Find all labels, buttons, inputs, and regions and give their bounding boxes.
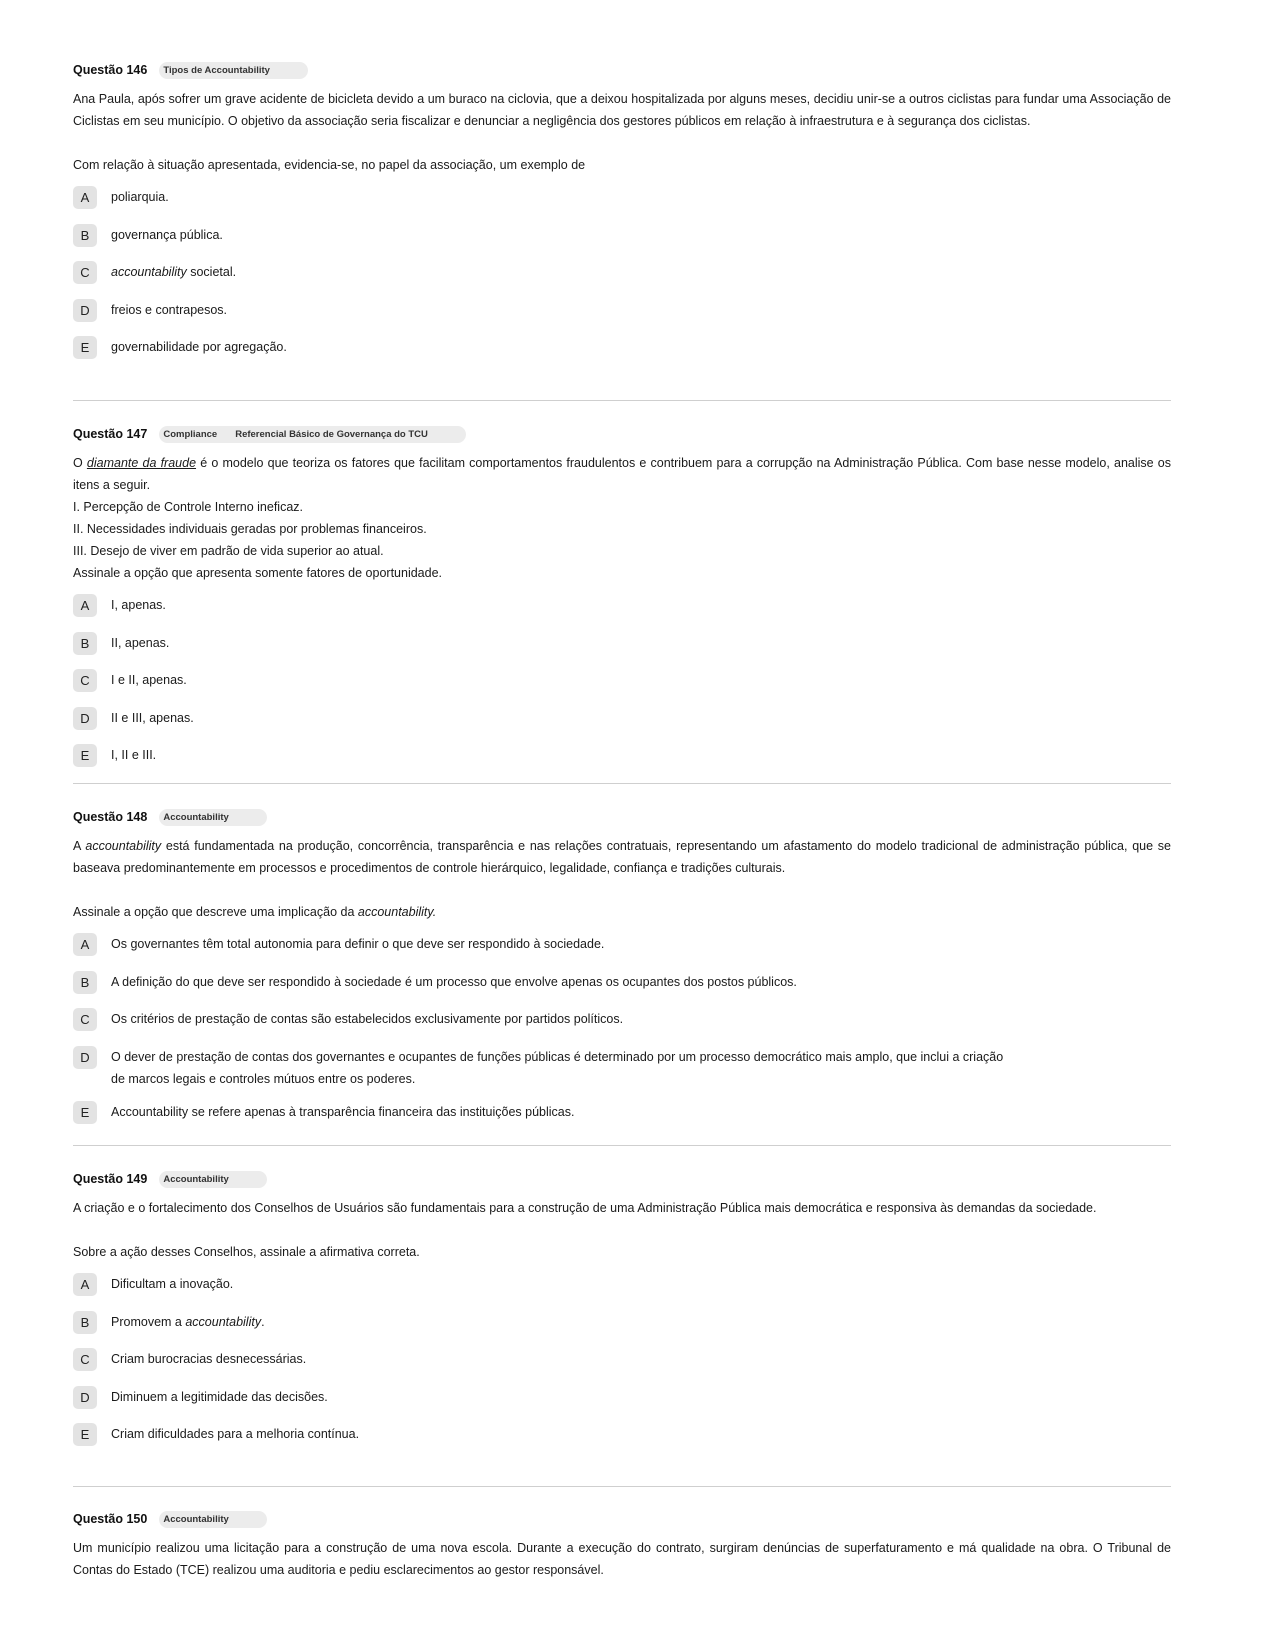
option-letter[interactable]: C [73,261,97,284]
option-letter[interactable]: B [73,632,97,655]
question-divider [73,1486,1171,1487]
question-header [73,59,1171,81]
question-prompt: Assinale a opção que apresenta somente fatores de oportunidade. [73,566,443,580]
tag-pill [159,426,466,443]
option-text-prefix: Promovem a [111,1314,186,1329]
option-text: I, apenas. [111,598,166,612]
question-divider [73,1145,1171,1146]
question-text: A criação e o fortalecimento dos Conselhos de Usuários são fundamentais para a construção de uma Administração Pública mais democrática e responsiva às demandas da sociedade. [73,1201,1097,1215]
prompt-emphasis: accountability. [357,905,437,919]
intro-prefix: O [73,456,87,470]
topic-tag[interactable]: Accountability [163,811,229,823]
question-header [73,1508,1171,1530]
options-list [73,931,1171,1127]
question-148 [73,806,1171,1137]
topic-tag[interactable]: Compliance [163,428,218,440]
option-text [111,259,236,283]
option-d[interactable] [73,705,1171,733]
option-c[interactable] [73,667,1171,695]
option-b[interactable] [73,222,1171,250]
option-text: poliarquia. [111,190,169,204]
option-emphasis: accountability [111,265,187,279]
option-b[interactable] [73,630,1171,658]
option-text: A definição do que deve ser respondido à sociedade é um processo que envolve apenas os ocupantes dos postos públicos. [111,974,797,989]
option-a[interactable] [73,184,1171,212]
tag-pill [159,1171,266,1188]
prompt-prefix: Assinale a opção que descreve uma implicação da [73,905,358,919]
option-letter[interactable]: B [73,224,97,247]
option-letter[interactable]: A [73,186,97,209]
option-letter[interactable]: C [73,669,97,692]
question-prompt: Sobre a ação desses Conselhos, assinale a afirmativa correta. [73,1245,420,1259]
option-letter[interactable]: A [73,933,97,956]
question-prompt [73,901,1171,923]
option-e[interactable] [73,1099,1171,1127]
question-147 [73,423,1171,780]
option-text: Diminuem a legitimidade das decisões. [111,1389,328,1404]
option-text-line1: O dever de prestação de contas dos governantes e ocupantes de funções públicas é determinado por um processo democrático mais amplo, que inclui a criação [111,1049,1004,1064]
intro-rest: está fundamentada na produção, concorrência, transparência e nas relações contratuais, representando um afastamento do modelo tradicional de administração pública, que se baseava predominantemente em processos e procedimentos de controle hierárquico, legalidade, confiança e tradições culturais. [73,839,1171,875]
topic-tag[interactable]: Tipos de Accountability [163,64,270,76]
option-letter[interactable]: A [73,1273,97,1296]
option-text: Os governantes têm total autonomia para definir o que deve ser respondido à sociedade. [111,937,605,951]
question-divider [73,783,1171,784]
option-text: freios e contrapesos. [111,302,228,317]
question-149 [73,1168,1171,1459]
option-text: governabilidade por agregação. [111,340,287,354]
option-letter[interactable]: D [73,1386,97,1409]
option-b[interactable] [73,969,1171,997]
option-d[interactable] [73,1384,1171,1412]
option-letter[interactable]: E [73,336,97,359]
option-letter[interactable]: C [73,1008,97,1031]
question-title: Questão 149 [73,1172,148,1186]
option-letter[interactable]: A [73,594,97,617]
question-header [73,806,1171,828]
option-b[interactable] [73,1309,1171,1337]
options-list [73,184,1171,362]
option-a[interactable] [73,931,1171,959]
question-text: Um município realizou uma licitação para a construção de uma nova escola. Durante a execução do contrato, surgiram denúncias de superfaturamento e má qualidade na obra. O Tribunal de Contas do Estado (TCE) realizou uma auditoria e pediu esclarecimentos ao gestor responsável. [73,1541,1171,1577]
option-text: governança pública. [111,227,223,242]
question-divider [73,400,1171,401]
question-header [73,423,1171,445]
option-letter[interactable]: D [73,299,97,322]
intro-emphasis: accountability [85,839,162,853]
option-text: II, apenas. [111,635,170,650]
topic-tag[interactable]: Accountability [163,1513,229,1525]
option-text [111,1309,265,1333]
question-text: Ana Paula, após sofrer um grave acidente de bicicleta devido a um buraco na ciclovia, que a deixou hospitalizada por alguns meses, decidiu unir-se a outros ciclistas para fundar uma Associação de Ciclistas em seu município. O objetivo da associação seria fiscalizar e denunciar a negligência dos gestores públicos em relação à infraestrutura e à segurança dos ciclistas. [73,92,1171,128]
option-text: I, II e III. [111,748,157,762]
option-text: Criam burocracias desnecessárias. [111,1352,307,1366]
option-letter[interactable]: B [73,1311,97,1334]
option-c[interactable] [73,1346,1171,1374]
option-emphasis: accountability [185,1314,262,1329]
option-letter[interactable]: D [73,1046,97,1069]
item-line: III. Desejo de viver em padrão de vida superior ao atual. [73,544,384,558]
intro-emphasis: diamante da fraude [86,456,197,470]
option-text: Accountability se refere apenas à transparência financeira das instituições públicas. [111,1105,575,1119]
option-e[interactable] [73,1421,1171,1449]
option-d[interactable] [73,297,1171,325]
question-title: Questão 150 [73,1512,148,1526]
question-header [73,1168,1171,1190]
question-title: Questão 148 [73,810,148,824]
option-text: Dificultam a inovação. [111,1277,234,1291]
option-text [111,1044,1003,1090]
option-letter[interactable]: E [73,1101,97,1124]
option-d[interactable] [73,1044,1171,1090]
question-150 [73,1508,1171,1581]
topic-tag[interactable]: Accountability [163,1173,229,1185]
option-e[interactable] [73,742,1171,770]
tag-pill [159,809,266,826]
option-text-rest: . [261,1314,265,1329]
options-list [73,592,1171,770]
option-letter[interactable]: D [73,707,97,730]
options-list [73,1271,1171,1449]
question-title: Questão 146 [73,63,148,77]
option-c[interactable] [73,1006,1171,1034]
option-text: II e III, apenas. [111,710,194,725]
option-e[interactable] [73,334,1171,362]
option-text: Os critérios de prestação de contas são estabelecidos exclusivamente por partidos políticos. [111,1012,624,1026]
option-text: I e II, apenas. [111,673,187,687]
tag-pill [159,62,308,79]
question-prompt: Com relação à situação apresentada, evidencia-se, no papel da associação, um exemplo de [73,158,586,172]
option-text: Criam dificuldades para a melhoria contínua. [111,1427,360,1441]
option-text-line2: de marcos legais e controles mútuos entre os poderes. [111,1071,416,1086]
question-text [73,452,1171,496]
intro-prefix: A [73,839,86,853]
option-letter[interactable]: B [73,971,97,994]
option-letter[interactable]: E [73,1423,97,1446]
item-line: I. Percepção de Controle Interno ineficaz. [73,500,303,514]
question-text [73,835,1171,879]
intro-rest: é o modelo que teoriza os fatores que facilitam comportamentos fraudulentos e contribuem para a corrupção na Administração Pública. Com base nesse modelo, analise os itens a seguir. [73,456,1171,492]
option-a[interactable] [73,1271,1171,1299]
question-146 [73,59,1171,372]
option-letter[interactable]: E [73,744,97,767]
item-line: II. Necessidades individuais geradas por problemas financeiros. [73,522,427,536]
tag-pill [159,1511,266,1528]
option-text-rest: societal. [186,265,237,279]
option-letter[interactable]: C [73,1348,97,1371]
option-a[interactable] [73,592,1171,620]
topic-tag[interactable]: Referencial Básico de Governança do TCU [235,428,428,440]
question-title: Questão 147 [73,427,148,441]
option-c[interactable] [73,259,1171,287]
